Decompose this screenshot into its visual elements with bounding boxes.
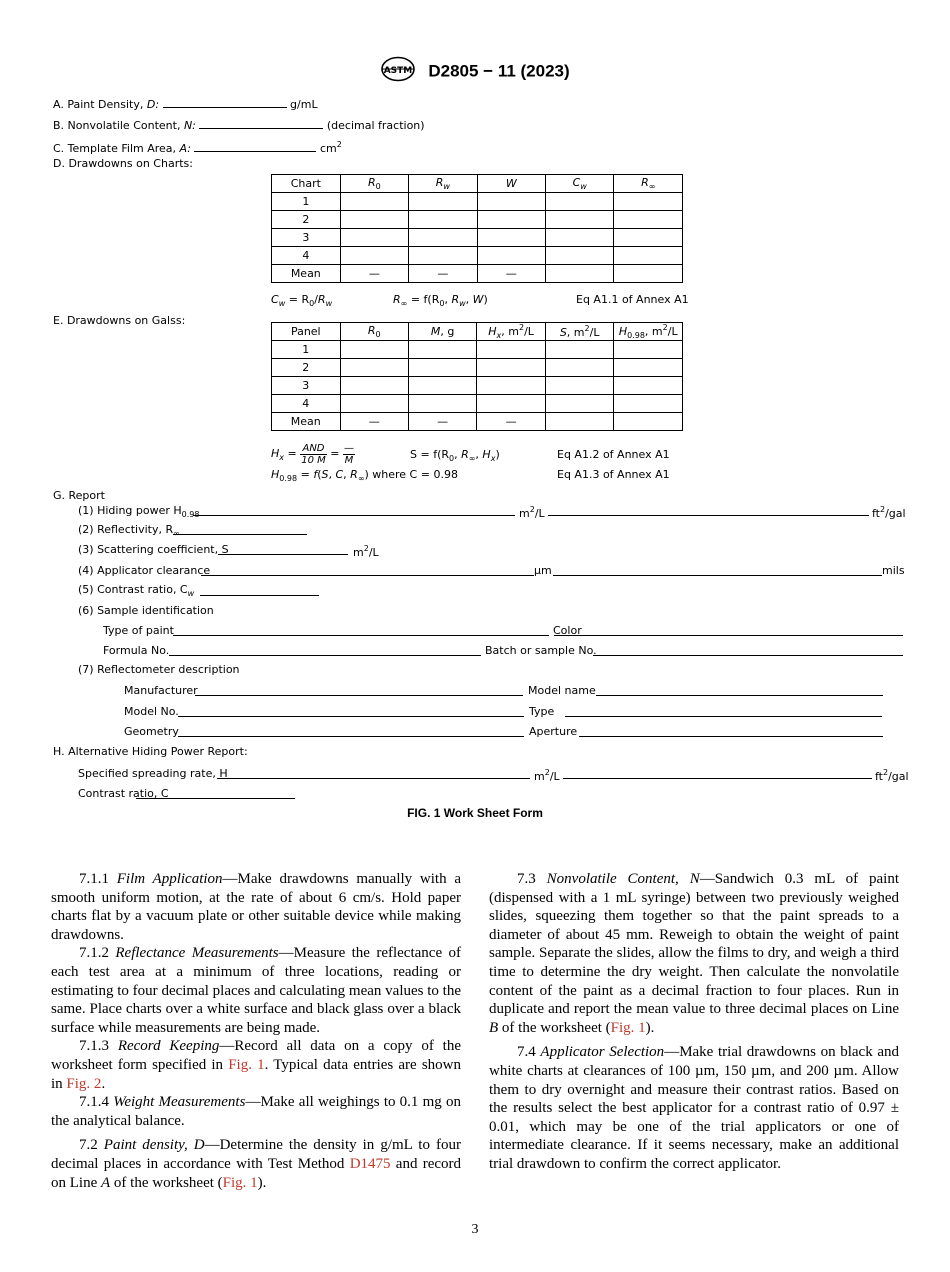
charts-eq-ref: Eq A1.1 of Annex A1 xyxy=(576,293,689,306)
report-scattering-label: (3) Scattering coefficient, S xyxy=(78,543,229,556)
table-row: 4 xyxy=(272,395,683,413)
blank-line[interactable] xyxy=(217,778,530,779)
blank-line[interactable] xyxy=(173,635,549,636)
table-row: 3 xyxy=(272,229,683,247)
blank-line[interactable] xyxy=(563,778,872,779)
blank-line[interactable] xyxy=(593,655,903,656)
color-label: Color xyxy=(553,624,582,637)
panels-eq-h098: $H_{0.98} = f(S$, C, $R_\infty$) where C = 0.98 xyxy=(271,468,458,483)
blank-line[interactable] xyxy=(554,635,903,636)
model-no-label: Model No. xyxy=(124,705,179,718)
alt-contrast-label: Contrast ratio, C xyxy=(78,787,169,800)
col-header: W xyxy=(477,175,545,193)
table-row: Mean — — — xyxy=(272,265,683,283)
col-header: Chart xyxy=(272,175,341,193)
fig-link[interactable]: Fig. 1 xyxy=(228,1056,265,1073)
report-reflectometer-label: (7) Reflectometer description xyxy=(78,663,240,676)
type-of-paint-label: Type of paint xyxy=(103,624,174,637)
col-header: M, g xyxy=(408,323,476,341)
panels-eq-ref1: Eq A1.2 of Annex A1 xyxy=(557,448,670,461)
field-b: B. Nonvolatile Content, N: (decimal fraction) xyxy=(53,119,425,132)
field-c: C. Template Film Area, A: $cm^2$ xyxy=(53,140,342,155)
blank-line[interactable] xyxy=(548,515,869,516)
svg-text:ASTM: ASTM xyxy=(384,66,413,76)
blank-line[interactable] xyxy=(201,575,534,576)
blank-line[interactable] xyxy=(163,97,287,108)
col-header: $R_0$ xyxy=(340,323,408,341)
unit-m2l: $m^2/L$ xyxy=(534,768,560,783)
body-left-column xyxy=(51,870,461,1192)
charts-table xyxy=(271,174,683,283)
panels-eq-hx: $H_x$ = $\frac{\text{AND}}{10 M}$ = $\frac{—}{M}$ xyxy=(271,442,354,466)
col-header: $R_0$ xyxy=(340,175,408,193)
blank-line[interactable] xyxy=(596,695,883,696)
unit-m2l: $m^2/L$ xyxy=(519,505,545,520)
page-number: 3 xyxy=(471,1222,479,1237)
para-7-4: 7.4 Applicator Selection—Make trial drawdowns on black and white charts at clearances of 100 µm, 150 µm, and 200 µm. Allow them to dry overnight and measure their contrast ratios. Based on the results select the best applicator for a contrast ratio of 0.97 ± 0.01, which may be one of the trial applicators or one of intermediate clearance. If it seems necessary, make an additional trial drawdown to confirm the correct applicator. xyxy=(489,1044,900,1172)
col-header: $H_x$, $m^2/L$ xyxy=(477,323,546,341)
blank-line[interactable] xyxy=(169,655,481,656)
table-header-row xyxy=(272,323,683,341)
para-7-3: 7.3 Nonvolatile Content, N—Sandwich 0.3 mL of paint (dispensed with a 1 mL syringe) between two previously weighed slides, squeezing them together so that the paint spreads to a diameter of about 45 mm. Reweigh to obtain the weight of paint sample. Separate the slides, allow the films to dry, and weigh a third time to determine the dry weight. Then calculate the nonvolatile content of the paint as a decimal fraction to four places. Run in duplicate and report the mean value to three decimal places on Line B of the worksheet (Fig. 1). xyxy=(489,871,900,1036)
unit-ft2gal: $ft^2$/gal xyxy=(875,768,909,783)
fig-link[interactable]: Fig. 2 xyxy=(66,1075,102,1092)
field-e-label: E. Drawdowns on Galss: xyxy=(53,314,186,327)
table-row: 1 xyxy=(272,341,683,359)
batch-label: Batch or sample No. xyxy=(485,644,597,657)
table-row: 3 xyxy=(272,377,683,395)
astm-logo xyxy=(380,56,416,87)
para-7-2: 7.2 Paint density, D—Determine the density in g/mL to four decimal places in accordance with Test Method D1475 and record on Line A of the worksheet (Fig. 1). xyxy=(51,1137,462,1191)
blank-line[interactable] xyxy=(579,736,883,737)
para-7-1-2: 7.1.2 Reflectance Measurements—Measure the reflectance of each test area at a minimum of three locations, reading or estimating to four decimal places and calculating mean values to the same. Place charts over a white surface and black glass over a black surface while measurements are being made. xyxy=(51,945,461,1036)
charts-eq-rinf: $R_\infty = f(R_0$, $R_w$, W) xyxy=(393,293,488,308)
para-7-1-1: 7.1.1 Film Application—Make drawdowns manually with a smooth uniform motion, at the rate of about 6 cm/s. Hold paper charts flat by a vacuum plate or other suitable device while making drawdowns. xyxy=(51,871,461,943)
manufacturer-label: Manufacturer xyxy=(124,684,198,697)
aperture-label: Aperture xyxy=(529,725,578,738)
para-7-1-3: 7.1.3 Record Keeping—Record all data on a copy of the worksheet form specified in Fig. 1. Typical data entries are shown in Fig. 2. xyxy=(51,1038,461,1092)
col-header: $R_w$ xyxy=(409,175,477,193)
formula-label: Formula No. xyxy=(103,644,170,657)
panels-eq-ref2: Eq A1.3 of Annex A1 xyxy=(557,468,670,481)
report-contrast-label: (5) Contrast ratio, $C_w$ xyxy=(78,583,195,598)
panels-eq-s: $S = f(R_0$, $R_\infty$, $H_x$) xyxy=(410,448,500,463)
col-header: S, $m^2/L$ xyxy=(545,323,614,341)
blank-line[interactable] xyxy=(173,534,307,535)
report-reflectivity-label: (2) Reflectivity, $R_\infty$ xyxy=(78,523,180,538)
blank-line[interactable] xyxy=(193,515,515,516)
report-label: G. Report xyxy=(53,489,105,502)
blank-line[interactable] xyxy=(565,716,882,717)
type-label: Type xyxy=(529,705,555,718)
body-right-column xyxy=(489,870,899,1174)
designation-title: D2805 − 11 (2023) xyxy=(428,61,570,81)
blank-line[interactable] xyxy=(200,595,319,596)
fig-link[interactable]: Fig. 1 xyxy=(610,1019,646,1036)
col-header: $R_\infty$ xyxy=(614,175,683,193)
charts-eq-cw: $C_w = R_0/R_w$ xyxy=(271,293,333,308)
unit-ft2gal: $ft^2$/gal xyxy=(872,505,906,520)
table-row: 2 xyxy=(272,359,683,377)
table-row: Mean — — — xyxy=(272,413,683,431)
unit-um: µm xyxy=(534,564,552,577)
blank-line[interactable] xyxy=(136,798,295,799)
figure-caption: FIG. 1 Work Sheet Form xyxy=(407,806,543,820)
blank-line[interactable] xyxy=(178,736,524,737)
blank-line[interactable] xyxy=(218,554,348,555)
unit-m2l: $m^2/L$ xyxy=(353,544,379,559)
table-row: 4 xyxy=(272,247,683,265)
panels-table xyxy=(271,322,683,431)
para-7-1-4: 7.1.4 Weight Measurements—Make all weighings to 0.1 mg on the analytical balance. xyxy=(51,1094,461,1129)
fig-link[interactable]: Fig. 1 xyxy=(222,1174,258,1191)
report-applicator-label: (4) Applicator clearance xyxy=(78,564,211,577)
report-hiding-label: (1) Hiding power $H_{0.98}$ xyxy=(78,504,200,519)
blank-line[interactable] xyxy=(178,716,524,717)
table-header-row xyxy=(272,175,683,193)
blank-line[interactable] xyxy=(199,118,323,129)
field-a: A. Paint Density, D: g/mL xyxy=(53,98,318,111)
col-header: $H_{0.98}$, $m^2/L$ xyxy=(614,323,683,341)
field-d-label: D. Drawdowns on Charts: xyxy=(53,157,193,170)
report-sample-label: (6) Sample identification xyxy=(78,604,214,617)
unit-mils: mils xyxy=(882,564,905,577)
spreading-rate-label: Specified spreading rate, H xyxy=(78,767,228,780)
blank-line[interactable] xyxy=(195,695,523,696)
alt-report-label: H. Alternative Hiding Power Report: xyxy=(53,745,248,758)
blank-line[interactable] xyxy=(553,575,882,576)
table-row: 1 xyxy=(272,193,683,211)
col-header: Panel xyxy=(272,323,341,341)
table-row: 2 xyxy=(272,211,683,229)
model-name-label: Model name xyxy=(528,684,596,697)
col-header: $C_w$ xyxy=(545,175,613,193)
standard-link[interactable]: D1475 xyxy=(349,1155,391,1172)
geometry-label: Geometry xyxy=(124,725,179,738)
page-header xyxy=(0,56,950,87)
blank-line[interactable] xyxy=(194,141,316,152)
